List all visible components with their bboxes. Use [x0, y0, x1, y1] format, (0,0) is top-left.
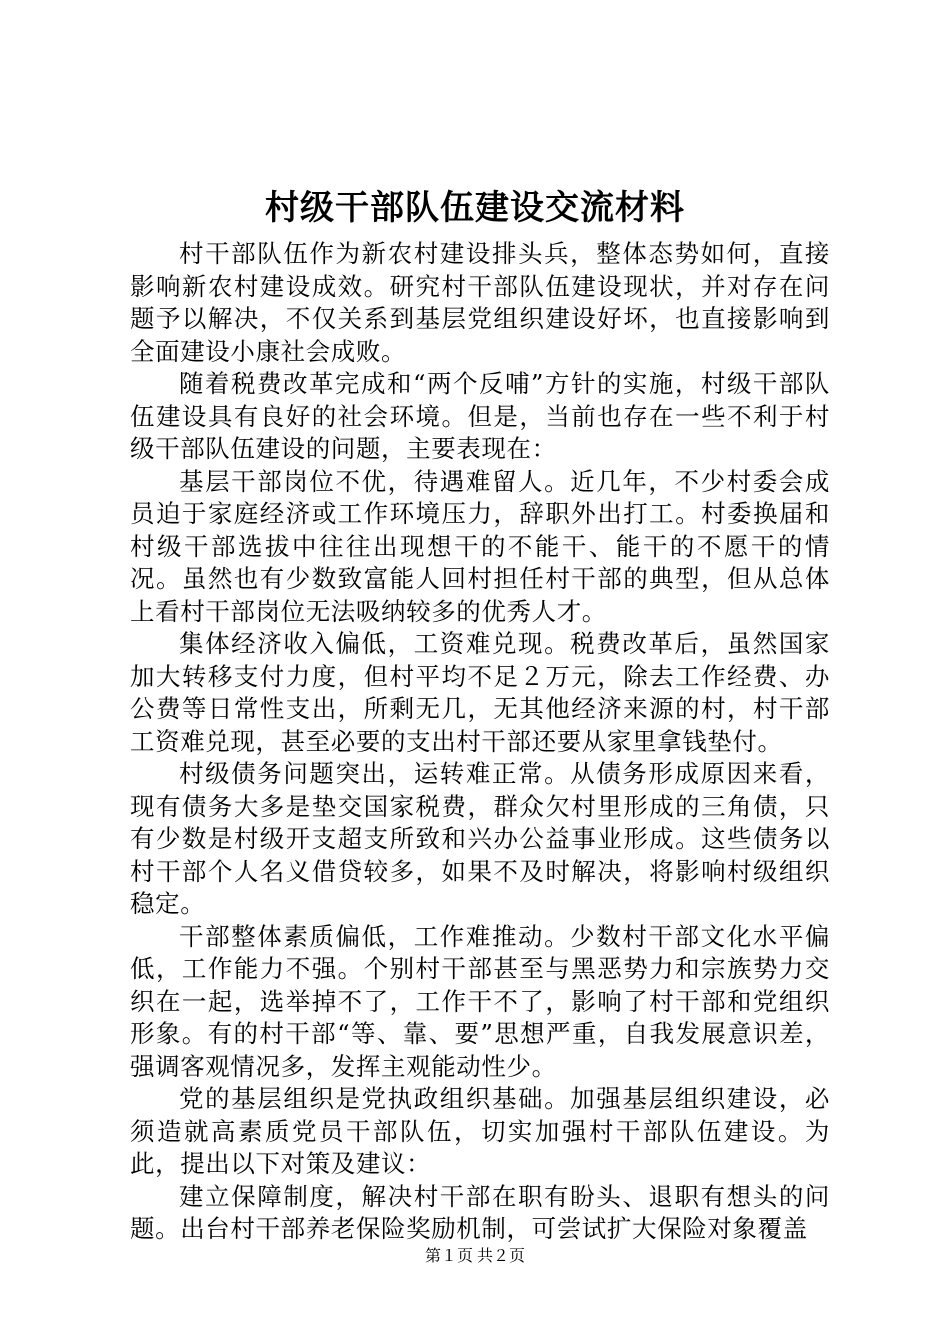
page-footer: 第１页 共２页 [424, 1248, 525, 1265]
paragraph: 村级债务问题突出，运转难正常。从债务形成原因来看，现有债务大多是垫交国家税费，群众欠村里形成的三角债，只有少数是村级开支超支所致和兴办公益事业形成。这些债务以村干部个人名义借贷较多，如果不及时解决，将影响村级组织稳定。 [130, 759, 830, 918]
paragraph: 村干部队伍作为新农村建设排头兵，整体态势如何，直接影响新农村建设成效。研究村干部队伍建设现状，并对存在问题予以解决，不仅关系到基层党组织建设好坏，也直接影响到全面建设小康社会成败。 [130, 239, 830, 366]
paragraph: 随着税费改革完成和“两个反哺”方针的实施，村级干部队伍建设具有良好的社会环境。但是，当前也存在一些不利于村级干部队伍建设的问题，主要表现在： [130, 369, 830, 463]
paragraph: 干部整体素质偏低，工作难推动。少数村干部文化水平偏低，工作能力不强。个别村干部甚至与黑恶势力和宗族势力交织在一起，选举掉不了，工作干不了，影响了村干部和党组织形象。有的村干部“等、靠、要”思想严重，自我发展意识差，强调客观情况多，发挥主观能动性少。 [130, 921, 830, 1081]
paragraph: 基层干部岗位不优，待遇难留人。近几年，不少村委会成员迫于家庭经济或工作环境压力，辞职外出打工。村委换届和村级干部选拔中往往出现想干的不能干、能干的不愿干的情况。虽然也有少数致富能人回村担任村干部的典型，但从总体上看村干部岗位无法吸纳较多的优秀人才。 [130, 466, 830, 626]
paragraph: 建立保障制度，解决村干部在职有盼头、退职有想头的问题。出台村干部养老保险奖励机制，可尝试扩大保险对象覆盖 [130, 1181, 830, 1243]
paragraph: 党的基层组织是党执政组织基础。加强基层组织建设，必须造就高素质党员干部队伍，切实加强村干部队伍建设。为此，提出以下对策及建议： [130, 1084, 830, 1178]
document-body [130, 238, 830, 1246]
paragraph: 集体经济收入偏低，工资难兑现。税费改革后，虽然国家加大转移支付力度，但村平均不足２万元，除去工作经费、办公费等日常性支出，所剩无几，无其他经济来源的村，村干部工资难兑现，甚至必要的支出村干部还要从家里拿钱垫付。 [130, 629, 830, 756]
document-title: 村级干部队伍建设交流材料 [265, 188, 685, 228]
